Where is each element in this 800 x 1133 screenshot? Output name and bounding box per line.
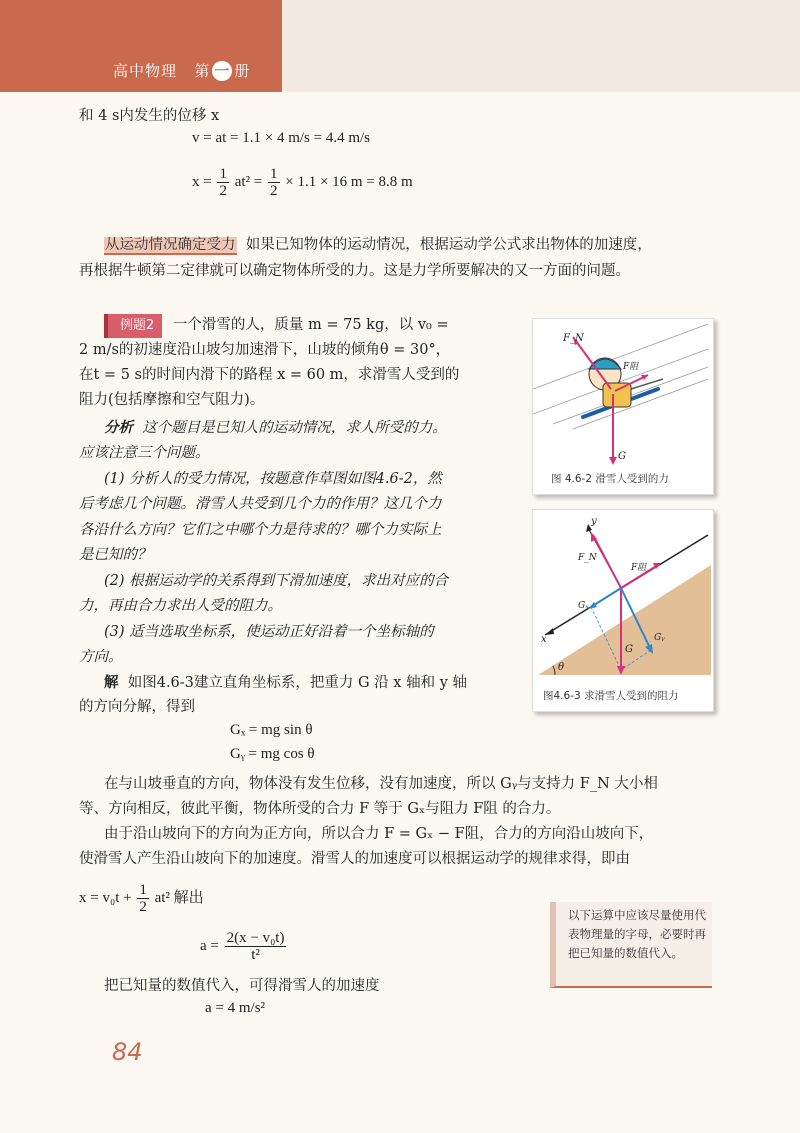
label-fn-2: F_N <box>578 553 597 563</box>
slope <box>538 565 711 675</box>
arrow-head <box>609 457 617 465</box>
eq-a-prefix: a = <box>200 937 219 954</box>
label-fz-2: F阻 <box>631 563 647 573</box>
equation-gx: Gₓ = mg sin θ <box>230 722 313 738</box>
frac-num: 1 <box>219 166 227 182</box>
frac-den: 2 <box>270 183 278 199</box>
label-gy: Gᵧ <box>654 633 665 643</box>
equation-gy: Gᵧ = mg cos θ <box>230 746 315 762</box>
fraction-half <box>217 166 229 199</box>
example-tag: 例题2 <box>104 314 162 338</box>
solution-p1b: 等、方向相反，彼此平衡，物体所受的合力 F 等于 Gₓ与阻力 F阻 的合力。 <box>79 801 561 817</box>
solution-line-1 <box>104 671 467 695</box>
equation-x <box>192 166 413 199</box>
skier-illustration <box>533 319 713 469</box>
label-theta: θ <box>558 662 565 673</box>
label-g: G <box>618 451 626 462</box>
example-text-1: 一个滑雪的人，质量 m = 75 kg，以 v₀ = <box>172 317 449 333</box>
eq-x-tail: × 1.1 × 16 m = 8.8 m <box>285 173 413 190</box>
section-label: 从运动情况确定受力 <box>105 237 236 253</box>
skier-body <box>603 383 631 407</box>
book-title: 高中物理 <box>113 62 178 80</box>
solution-p2a: 由于沿山坡向下的方向为正方向，所以合力 F = Gₓ − F阻，合力的方向沿山坡向下， <box>104 826 654 842</box>
eq-a-den: t² <box>251 947 260 963</box>
figure-skier-forces <box>532 318 714 495</box>
frac-num: 1 <box>270 166 278 182</box>
eq-xk-suffix: at² 解出 <box>154 889 204 906</box>
analysis-p3a: (3) 适当选取坐标系，使运动正好沿着一个坐标轴的 <box>104 624 434 640</box>
solution-label: 解 <box>104 674 119 691</box>
figure-caption-1: 图 4.6-2 滑雪人受到的力 <box>551 473 669 485</box>
fraction-half-3 <box>137 882 149 915</box>
page-number: 84 <box>112 1038 143 1066</box>
fraction-a <box>225 930 287 963</box>
analysis-p1a: (1) 分析人的受力情况，按题意作草图如图4.6-2，然 <box>104 471 442 487</box>
side-note: 以下运算中应该尽量使用代表物理量的字母，必要时再把已知量的数值代入。 <box>550 902 712 988</box>
label-x: x <box>541 634 547 645</box>
analysis-p1d: 是已知的？ <box>79 547 152 563</box>
solution-p2b: 使滑雪人产生沿山坡向下的加速度。滑雪人的加速度可以根据运动学的规律求得，即由 <box>79 851 630 867</box>
example-line-3: 在t = 5 s的时间内滑下的路程 x = 60 m，求滑雪人受到的 <box>79 367 460 383</box>
analysis-p2a: (2) 根据运动学的关系得到下滑加速度，求出对应的合 <box>104 573 449 589</box>
section-line-1 <box>104 233 652 257</box>
substitute-line: 把已知量的数值代入，可得滑雪人的加速度 <box>104 978 380 994</box>
example-line-4: 阻力(包括摩擦和空气阻力)。 <box>79 392 265 408</box>
frac-den: 2 <box>139 899 147 915</box>
running-header <box>113 60 250 81</box>
label-fn: F_N <box>563 333 584 344</box>
analysis-line-1 <box>104 416 447 440</box>
figure-resistance-diagram <box>532 509 714 712</box>
eq-a-num: 2(x − v₀t) <box>226 930 285 946</box>
example-line-1 <box>104 313 449 338</box>
analysis-p1c: 各沿什么方向？它们之中哪个力是待求的？哪个力实际上 <box>79 522 442 538</box>
solution-p1a: 在与山坡垂直的方向，物体没有发生位移，没有加速度，所以 Gᵧ与支持力 F_N 大小相 <box>104 776 658 792</box>
label-y: y <box>591 516 597 527</box>
figure-caption-2: 图4.6-3 求滑雪人受到的阻力 <box>543 690 679 702</box>
analysis-p1b: 后考虑几个问题。滑雪人共受到几个力的作用？这几个力 <box>79 496 442 512</box>
section-text-1: 如果已知物体的运动情况，根据运动学公式求出物体的加速度， <box>245 237 652 253</box>
solution-line-2: 的方向分解，得到 <box>79 699 195 715</box>
eq-x-mid: at² = <box>234 173 263 190</box>
analysis-label: 分析 <box>104 419 133 436</box>
equation-v: v = at = 1.1 × 4 m/s = 4.4 m/s <box>192 130 371 146</box>
label-gx: Gₓ <box>578 601 589 611</box>
vol-suffix: 册 <box>234 62 251 80</box>
vol-prefix: 第 <box>194 62 211 80</box>
equation-x-kinematic <box>79 882 204 915</box>
example-line-2: 2 m/s的初速度沿山坡匀加速滑下，山坡的倾角θ = 30°， <box>79 342 451 358</box>
analysis-line-2: 应该注意三个问题。 <box>79 445 210 461</box>
eq-x-prefix: x = <box>192 173 212 190</box>
gx-arrow <box>591 588 621 607</box>
section-line-2: 再根据牛顿第二定律就可以确定物体所受的力。这是力学所要解决的又一方面的问题。 <box>79 263 630 279</box>
solution-text-1: 如图4.6-3建立直角坐标系，把重力 G 沿 x 轴和 y 轴 <box>127 675 468 691</box>
equation-a <box>200 930 288 963</box>
frac-num: 1 <box>139 882 147 898</box>
label-fz: F阻 <box>623 362 639 372</box>
analysis-text-1: 这个题目是已知人的运动情况，求人所受的力。 <box>142 420 447 436</box>
vol-number-badge: 一 <box>214 62 231 80</box>
analysis-p2b: 力，再由合力求出人受的阻力。 <box>79 598 282 614</box>
analysis-p3b: 方向。 <box>79 649 123 665</box>
fn-arrow <box>593 535 621 588</box>
label-g-2: G <box>625 644 633 655</box>
intro-line: 和 4 s内发生的位移 x <box>79 108 220 124</box>
equation-a-result: a = 4 m/s² <box>205 1000 266 1016</box>
frac-den: 2 <box>219 183 227 199</box>
incline-diagram <box>533 510 713 685</box>
eq-xk-prefix: x = v₀t + <box>79 889 132 906</box>
fraction-half-2 <box>268 166 280 199</box>
